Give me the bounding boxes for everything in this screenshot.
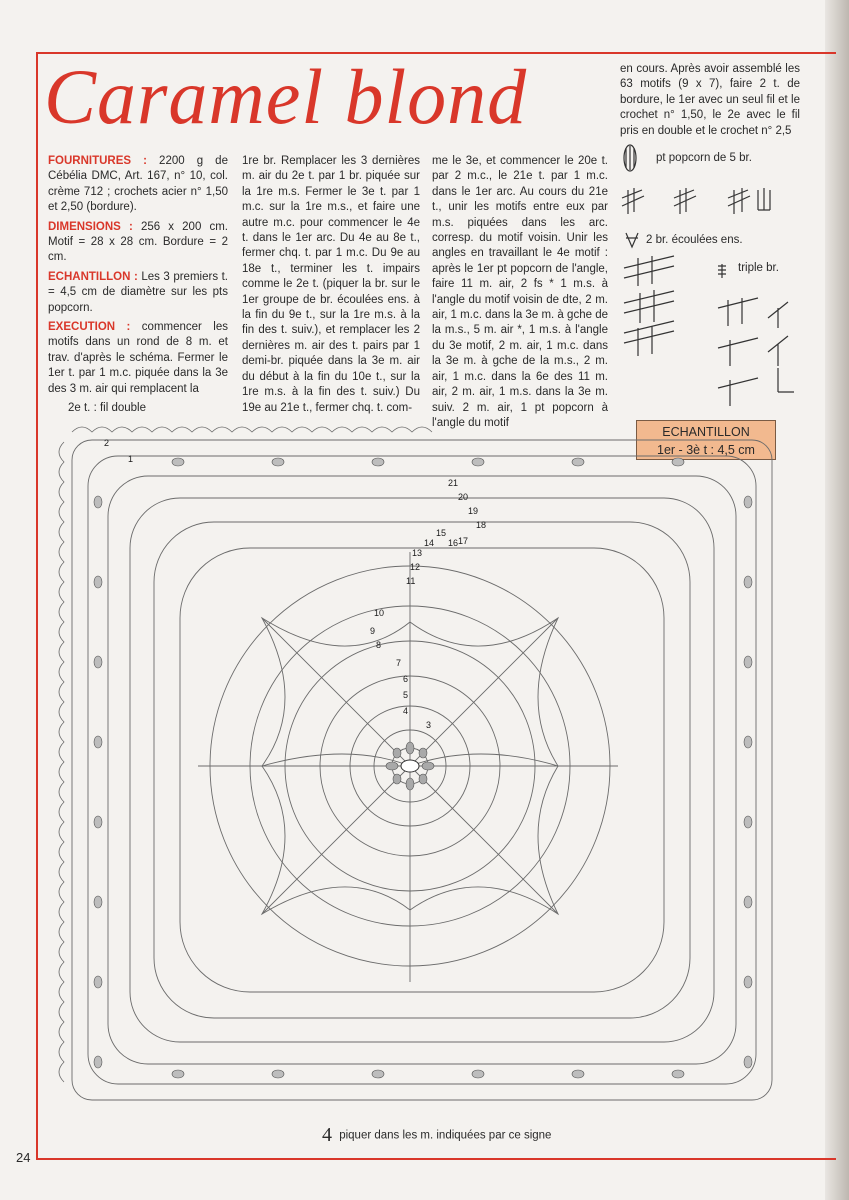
page-title: Caramel blond [44, 53, 528, 140]
round-number: 3 [426, 720, 432, 730]
page-number: 24 [16, 1150, 31, 1165]
execution-text: commencer les motifs dans un rond de 8 m. et trav. d'après le schéma. Fermer le 1er t. par 1 m.c. piquée dans la 3e des 3 m. air qui remplacent la [48, 321, 228, 395]
column-4: en cours. Après avoir assemblé les 63 motifs (9 x 7), faire 2 t. de bordure, le 1er avec un seul fil et le crochet n° 1,50, le 2e avec le fil pris en double et le crochet n° 2,5 [620, 63, 800, 137]
dimensions-text: 256 x 200 cm. Motif = 28 x 28 cm. Bordure = 2 cm. [48, 220, 228, 264]
round-number: 10 [374, 608, 385, 618]
round-number: 8 [376, 640, 382, 650]
round-number: 16 [448, 538, 459, 548]
echantillon-box-title: ECHANTILLON [662, 425, 750, 439]
round-number: 15 [436, 528, 447, 538]
diagram-note-top: 2e t. : fil double [68, 402, 146, 414]
round-number: 4 [403, 706, 409, 716]
legend-two-br: 2 br. écoulées ens. [646, 234, 743, 246]
column-1 [48, 154, 228, 401]
legend-symbols [618, 138, 808, 418]
fournitures-text: 2200 g de Cébélia DMC, Art. 167, n° 10, col. crème 712 ; crochets acier n° 1,50 et 2,50 (bordure). [48, 155, 228, 214]
stitch-sign-text: piquer dans les m. indiquées par ce signe [339, 1129, 552, 1142]
round-number: 6 [403, 674, 409, 684]
round-number: 13 [412, 548, 423, 558]
stitch-sign-symbol: 4 [322, 1124, 332, 1146]
fournitures-label: FOURNITURES : [48, 155, 147, 167]
two-br-icon [626, 233, 638, 247]
corner-label-1: 1 [128, 454, 134, 464]
round-number: 9 [370, 626, 376, 636]
round-number: 20 [458, 492, 469, 502]
legend-popcorn: pt popcorn de 5 br. [656, 152, 752, 164]
echantillon-label: ECHANTILLON : [48, 270, 138, 283]
column-3: me le 3e, et commencer le 20e t. par 2 m.c., le 21e t. par 1 m.c. dans le 1er arc. Au cours du 21e t., unir les motifs entre eux par m.s. piquées dans les arc. corresp. du motif voisin. Unir les angles en travaillant le 4e motif : après le 1er pt popcorn de l'angle, faire 11 m. air, 2 fs * 1 m.s. à l'angle du motif voisin de dte, 2 m. air, 1 m.c. dans la 3e m. à gche de la m.s., 5 m. air *, 1 m.s. à l'angle du 3e motif, 2 m. air, 1 m.c. dans la 3e m. à gche de la m.s., 2 m. air, 1 m.c. dans la 6e des 11 m. air, 2 m. air, 1 m.s. dans la 3e m. suiv. 2 m. air, 1 pt popcorn à l'angle du motif [432, 155, 608, 429]
round-number: 17 [458, 536, 469, 546]
round-number: 5 [403, 690, 409, 700]
triple-br-icon [718, 264, 726, 278]
legend-triple-br: triple br. [738, 262, 779, 274]
round-number: 19 [468, 506, 479, 516]
round-number: 12 [410, 562, 421, 572]
echantillon-text: Les 3 premiers t. = 4,5 cm de diamètre sur les pts popcorn. [48, 270, 228, 314]
round-number: 18 [476, 520, 487, 530]
dimensions-label: DIMENSIONS : [48, 220, 133, 233]
round-number: 14 [424, 538, 435, 548]
crochet-diagram [58, 422, 798, 1122]
execution-label: EXECUTION : [48, 321, 131, 334]
round-number: 7 [396, 658, 402, 668]
corner-label-2: 2 [104, 438, 110, 448]
popcorn-step-icon [622, 188, 644, 214]
echantillon-box-value: 1er - 3è t : 4,5 cm [657, 443, 755, 457]
round-number: 21 [448, 478, 459, 488]
round-number: 11 [406, 576, 416, 586]
diagram-bottom-note [322, 1124, 551, 1147]
column-2: 1re br. Remplacer les 3 dernières m. air du 2e t. par 1 br. piquée sur la 1re m.s. Fermer le 3e t. par 1 m.c. sur la 1re m.s., et faire une autre m.c. pour commencer le 4e t. dans le 1er arc. Du 4e au 8e t., fermer chq. t. par 1 m.c. Du 9e au 18e t., terminer les t. impairs comme le 2e t. (piquer la br. sur le 1er groupe de br. écoulées ens. à la fin du 9e t., sur la 1re m.s. à la fin des t. suiv.), et remplacer les 2 dernières m. air des t. pairs par 1 demi-br. piquée dans la 3e m. air du début à la fin du 10e t., sur la 1re m.s. à la fin des t. suiv.) Du 19e au 21e t., fermer chq. t. com- [242, 155, 420, 414]
